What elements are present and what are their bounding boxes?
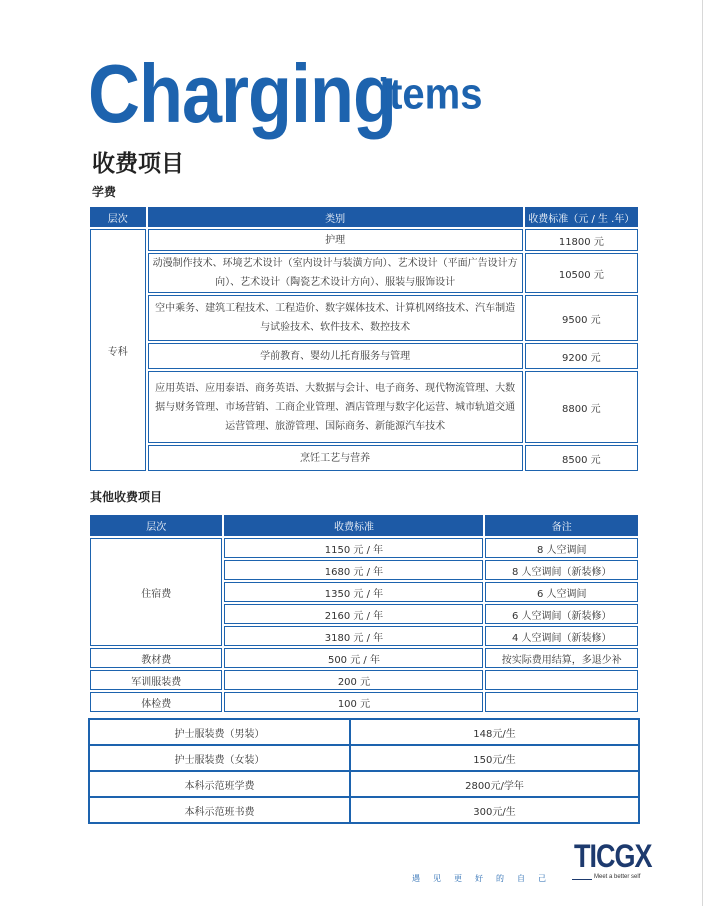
fee-cell: 148元/生	[350, 719, 639, 745]
note-cell: 4 人空调间（新装修）	[485, 626, 638, 646]
footer-slogan: 遇见更好的自己	[412, 874, 559, 883]
table-row	[90, 295, 638, 341]
fee-cell: 100 元	[224, 692, 483, 712]
table-row	[90, 445, 638, 471]
note-cell: 8 人空调间	[485, 538, 638, 558]
table-row	[89, 797, 639, 823]
table-row	[90, 229, 638, 251]
table-row	[89, 719, 639, 745]
header-category: 类别	[148, 207, 523, 227]
table-row	[90, 648, 638, 668]
category-cell: 护理	[148, 229, 523, 251]
fee-cell: 500 元 / 年	[224, 648, 483, 668]
item-label-cell: 本科示范班书费	[89, 797, 350, 823]
table-row	[90, 538, 638, 558]
fee-cell: 11800 元	[525, 229, 638, 251]
footer-english-slogan: Meet a better self	[594, 874, 641, 880]
note-cell: 按实际费用结算，多退少补	[485, 648, 638, 668]
fee-cell: 150元/生	[350, 745, 639, 771]
table-row	[90, 371, 638, 443]
table-row	[90, 343, 638, 369]
table-row	[89, 745, 639, 771]
note-cell	[485, 692, 638, 712]
header-level: 层次	[90, 207, 146, 227]
table-header-row	[90, 515, 638, 536]
fee-cell: 9500 元	[525, 295, 638, 341]
table-row	[89, 771, 639, 797]
fee-cell: 9200 元	[525, 343, 638, 369]
note-cell: 6 人空调间	[485, 582, 638, 602]
item-label-cell: 教材费	[90, 648, 222, 668]
header-level: 层次	[90, 515, 222, 536]
item-label-cell: 军训服装费	[90, 670, 222, 690]
fee-cell: 2160 元 / 年	[224, 604, 483, 624]
fee-cell: 2800元/学年	[350, 771, 639, 797]
item-label-cell: 体检费	[90, 692, 222, 712]
other-fees-table	[88, 513, 640, 714]
page-edge-line	[702, 0, 703, 906]
table-header-row	[90, 207, 638, 227]
category-cell: 烹饪工艺与营养	[148, 445, 523, 471]
fee-cell: 1150 元 / 年	[224, 538, 483, 558]
category-cell: 应用英语、应用泰语、商务英语、大数据与会计、电子商务、现代物流管理、大数据与财务管理、市场营销、工商企业管理、酒店管理与数字化运营、城市轨道交通运营管理、旅游管理、国际商务、新能源汽车技术	[148, 371, 523, 443]
table-row	[90, 253, 638, 293]
dorm-label-cell: 住宿费	[90, 538, 222, 646]
footer-divider	[572, 879, 592, 880]
category-cell: 空中乘务、建筑工程技术、工程造价、数字媒体技术、计算机网络技术、汽车制造与试验技术、软件技术、数控技术	[148, 295, 523, 341]
level-cell: 专科	[90, 229, 146, 471]
section-other-label: 其他收费项目	[90, 490, 163, 504]
table-row	[90, 692, 638, 712]
category-cell: 学前教育、婴幼儿托育服务与管理	[148, 343, 523, 369]
header-standard: 收费标准	[224, 515, 483, 536]
fee-cell: 1350 元 / 年	[224, 582, 483, 602]
title-main: Charging	[88, 48, 396, 141]
fee-cell: 8800 元	[525, 371, 638, 443]
header-note: 备注	[485, 515, 638, 536]
fee-cell: 10500 元	[525, 253, 638, 293]
header-fee: 收费标准（元 / 生 .年）	[525, 207, 638, 227]
item-label-cell: 护士服装费（女装）	[89, 745, 350, 771]
section-tuition-label: 学费	[92, 185, 117, 199]
note-cell: 8 人空调间（新装修）	[485, 560, 638, 580]
fee-cell: 8500 元	[525, 445, 638, 471]
category-cell: 动漫制作技术、环境艺术设计（室内设计与装潢方向）、艺术设计（平面广告设计方向）、艺术设计（陶瓷艺术设计方向）、服装与服饰设计	[148, 253, 523, 293]
footer-logo: TICGX	[574, 838, 652, 874]
extra-fees-table	[88, 718, 640, 824]
fee-cell: 300元/生	[350, 797, 639, 823]
tuition-table	[88, 205, 640, 473]
title-chinese: 收费项目	[92, 151, 184, 177]
fee-cell: 3180 元 / 年	[224, 626, 483, 646]
item-label-cell: 护士服装费（男装）	[89, 719, 350, 745]
note-cell	[485, 670, 638, 690]
note-cell: 6 人空调间（新装修）	[485, 604, 638, 624]
title-sub: items	[378, 70, 483, 119]
fee-cell: 200 元	[224, 670, 483, 690]
table-row	[90, 670, 638, 690]
item-label-cell: 本科示范班学费	[89, 771, 350, 797]
fee-cell: 1680 元 / 年	[224, 560, 483, 580]
